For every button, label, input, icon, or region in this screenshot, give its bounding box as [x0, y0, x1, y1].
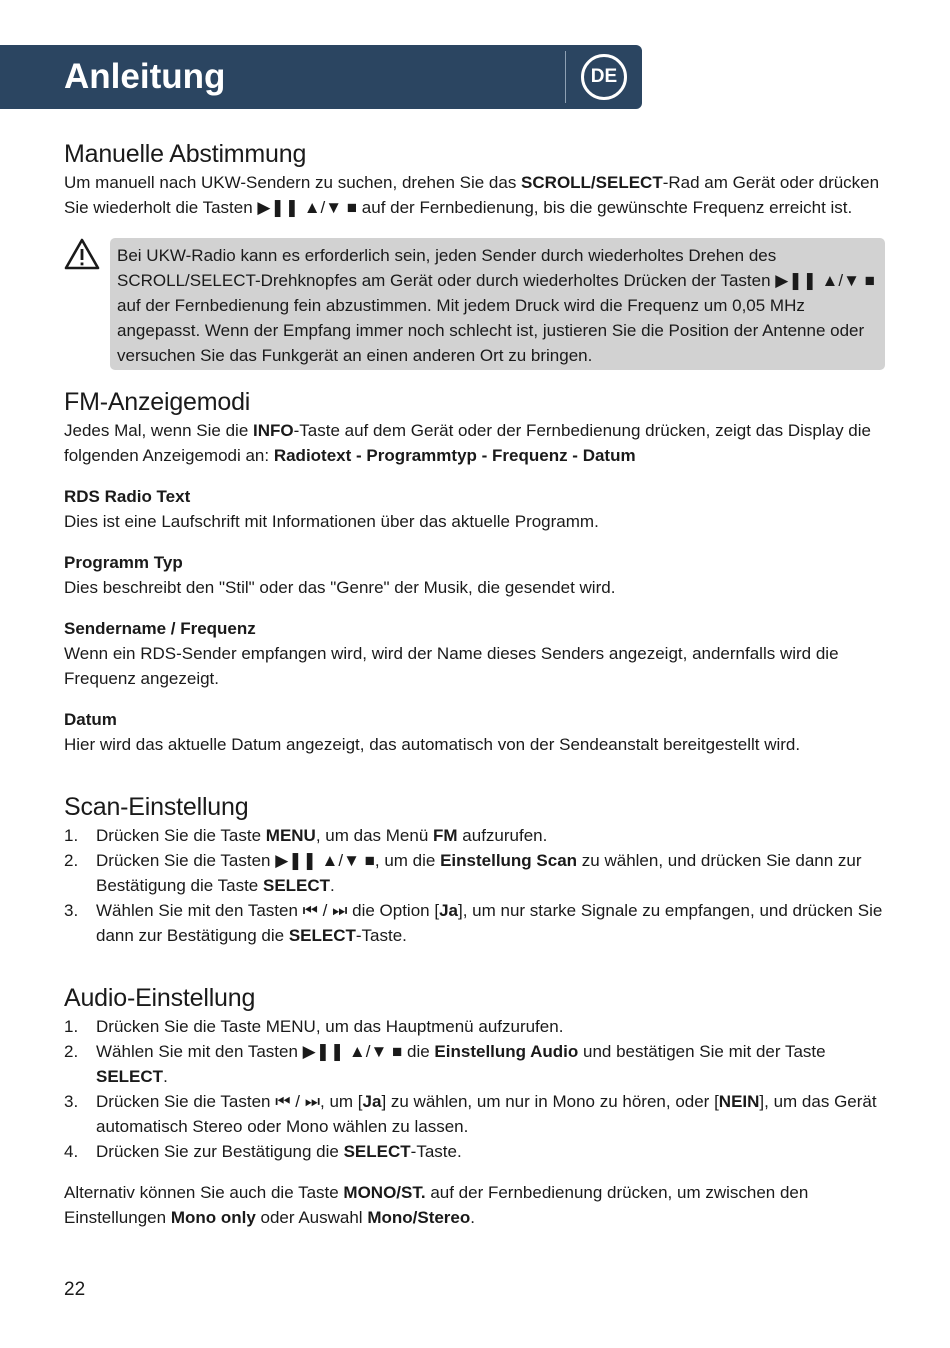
page-title: Anleitung	[64, 57, 226, 96]
list-item	[64, 1039, 888, 1089]
bold-span: Einstellung Audio	[434, 1042, 579, 1061]
text-span: Jedes Mal, wenn Sie die	[64, 421, 253, 440]
text-span: -Taste auf dem Gerät oder der Fernbedienung drücken, zeigt das Display die folgenden Anzeigemodi an:	[64, 421, 871, 465]
text-span: zu wählen, und drücken Sie dann zur Bestätigung die Taste	[96, 851, 862, 895]
bold-span: SELECT	[96, 1067, 164, 1086]
text-span: ] zu wählen, um nur in Mono zu hören, oder [	[381, 1092, 719, 1111]
bold-span: MENU	[265, 826, 316, 845]
bold-span: Ja	[362, 1092, 382, 1111]
text-span: und bestätigen Sie mit der Taste	[578, 1042, 826, 1061]
text-span: Drücken Sie die Tasten ▶❚❚ ▲/▼ ■, um die	[96, 851, 441, 870]
list-number: 1.	[64, 1017, 79, 1036]
bold-span: FM	[433, 826, 458, 845]
subheading-date: Datum	[64, 710, 117, 729]
text-span: Wählen Sie mit den Tasten ▶❚❚ ▲/▼ ■ die	[96, 1042, 435, 1061]
language-badge: DE	[581, 54, 627, 100]
scan-steps	[64, 823, 888, 948]
list-number: 3.	[64, 1092, 79, 1111]
manual-tuning-text	[64, 170, 888, 220]
list-number: 1.	[64, 826, 79, 845]
list-item	[64, 1089, 888, 1139]
bold-span: Radiotext - Programmtyp - Frequenz - Datum	[273, 446, 636, 465]
program-type-text: Dies beschreibt den "Stil" oder das "Genre" der Musik, die gesendet wird.	[64, 578, 616, 597]
text-span: Wählen Sie mit den Tasten ⏮ / ⏭ die Option [	[96, 901, 440, 920]
text-span: auf der Fernbedienung drücken, um zwischen den Einstellungen	[64, 1183, 809, 1227]
bold-span: Mono only	[170, 1208, 256, 1227]
bold-span: SELECT	[343, 1142, 411, 1161]
text-span: .	[163, 1067, 168, 1086]
subheading-rds: RDS Radio Text	[64, 487, 191, 506]
list-item	[64, 898, 888, 948]
text-span: Um manuell nach UKW-Sendern zu suchen, drehen Sie das	[64, 173, 522, 192]
text-span: -Rad am Gerät oder drücken Sie wiederholt die Tasten ▶❚❚ ▲/▼ ■ auf der Fernbedienung, bis die gewünschte Frequenz erreicht ist.	[64, 173, 880, 217]
list-number: 2.	[64, 851, 79, 870]
warning-icon	[64, 238, 100, 270]
note-row	[64, 238, 888, 374]
bold-span: Mono/Stereo	[367, 1208, 471, 1227]
list-item	[64, 823, 888, 848]
text-span: Drücken Sie zur Bestätigung die	[96, 1142, 344, 1161]
text-span: Alternativ können Sie auch die Taste	[64, 1183, 344, 1202]
list-number: 4.	[64, 1142, 79, 1161]
text-span: Drücken Sie die Taste	[96, 826, 266, 845]
station-frequency-text: Wenn ein RDS-Sender empfangen wird, wird der Name dieses Senders angezeigt, andernfalls wird die Frequenz angezeigt.	[64, 644, 839, 688]
text-span: -Taste.	[410, 1142, 462, 1161]
bold-span: NEIN	[718, 1092, 760, 1111]
text-span: aufzurufen.	[457, 826, 548, 845]
subheading-program-type: Programm Typ	[64, 553, 183, 572]
text-span: , um das Menü	[315, 826, 434, 845]
text-span: ], um nur starke Signale zu empfangen, und drücken Sie dann zur Bestätigung die	[96, 901, 883, 945]
rds-text: Dies ist eine Laufschrift mit Informationen über das aktuelle Programm.	[64, 512, 599, 531]
subheading-station-frequency: Sendername / Frequenz	[64, 619, 256, 638]
text-span: Drücken Sie die Taste MENU, um das Hauptmenü aufzurufen.	[96, 1017, 564, 1036]
list-item	[64, 1139, 888, 1164]
text-span: .	[330, 876, 335, 895]
section-heading-manual-tuning: Manuelle Abstimmung	[64, 140, 307, 168]
bold-span: SCROLL/SELECT	[521, 173, 663, 192]
text-span: Drücken Sie die Tasten ⏮ / ⏭, um [	[96, 1092, 363, 1111]
bold-span: SELECT	[262, 876, 331, 895]
text-span: .	[470, 1208, 475, 1227]
bold-span: INFO	[253, 421, 294, 440]
list-item	[64, 1014, 888, 1039]
audio-steps	[64, 1014, 888, 1164]
bold-span: MONO/ST.	[343, 1183, 426, 1202]
header-bar	[0, 45, 642, 109]
list-item	[64, 848, 888, 898]
bold-span: SELECT	[288, 926, 356, 945]
text-span: -Taste.	[355, 926, 407, 945]
note-box: Bei UKW-Radio kann es erforderlich sein, jeden Sender durch wiederholtes Drehen des SCROLL/SELECT-Drehknopfes am Gerät oder durch wiederholtes Drücken der Tasten ▶❚❚ ▲/▼ ■ auf der Fernbedienung fein abzustimmen. Mit jedem Druck wird die Frequenz um 0,05 MHz angepasst. Wenn der Empfang immer noch schlecht ist, justieren Sie die Position der Antenne oder versuchen Sie das Funkgerät an einen anderen Ort zu bringen.	[110, 238, 885, 370]
text-span: ], um das Gerät automatisch Stereo oder Mono wählen zu lassen.	[96, 1092, 877, 1136]
section-heading-scan: Scan-Einstellung	[64, 793, 249, 821]
date-text: Hier wird das aktuelle Datum angezeigt, das automatisch von der Sendeanstalt bereitgestellt wird.	[64, 735, 801, 754]
bold-span: Ja	[439, 901, 458, 920]
header-divider	[565, 51, 566, 103]
text-span: oder Auswahl	[255, 1208, 368, 1227]
list-number: 3.	[64, 901, 79, 920]
page-number: 22	[64, 1279, 86, 1300]
section-heading-fm-display: FM-Anzeigemodi	[64, 388, 251, 416]
audio-alternative-text	[64, 1180, 888, 1230]
section-heading-audio: Audio-Einstellung	[64, 984, 256, 1012]
content	[64, 138, 888, 1230]
list-number: 2.	[64, 1042, 79, 1061]
fm-intro-text	[64, 418, 888, 468]
bold-span: Einstellung Scan	[440, 851, 578, 870]
